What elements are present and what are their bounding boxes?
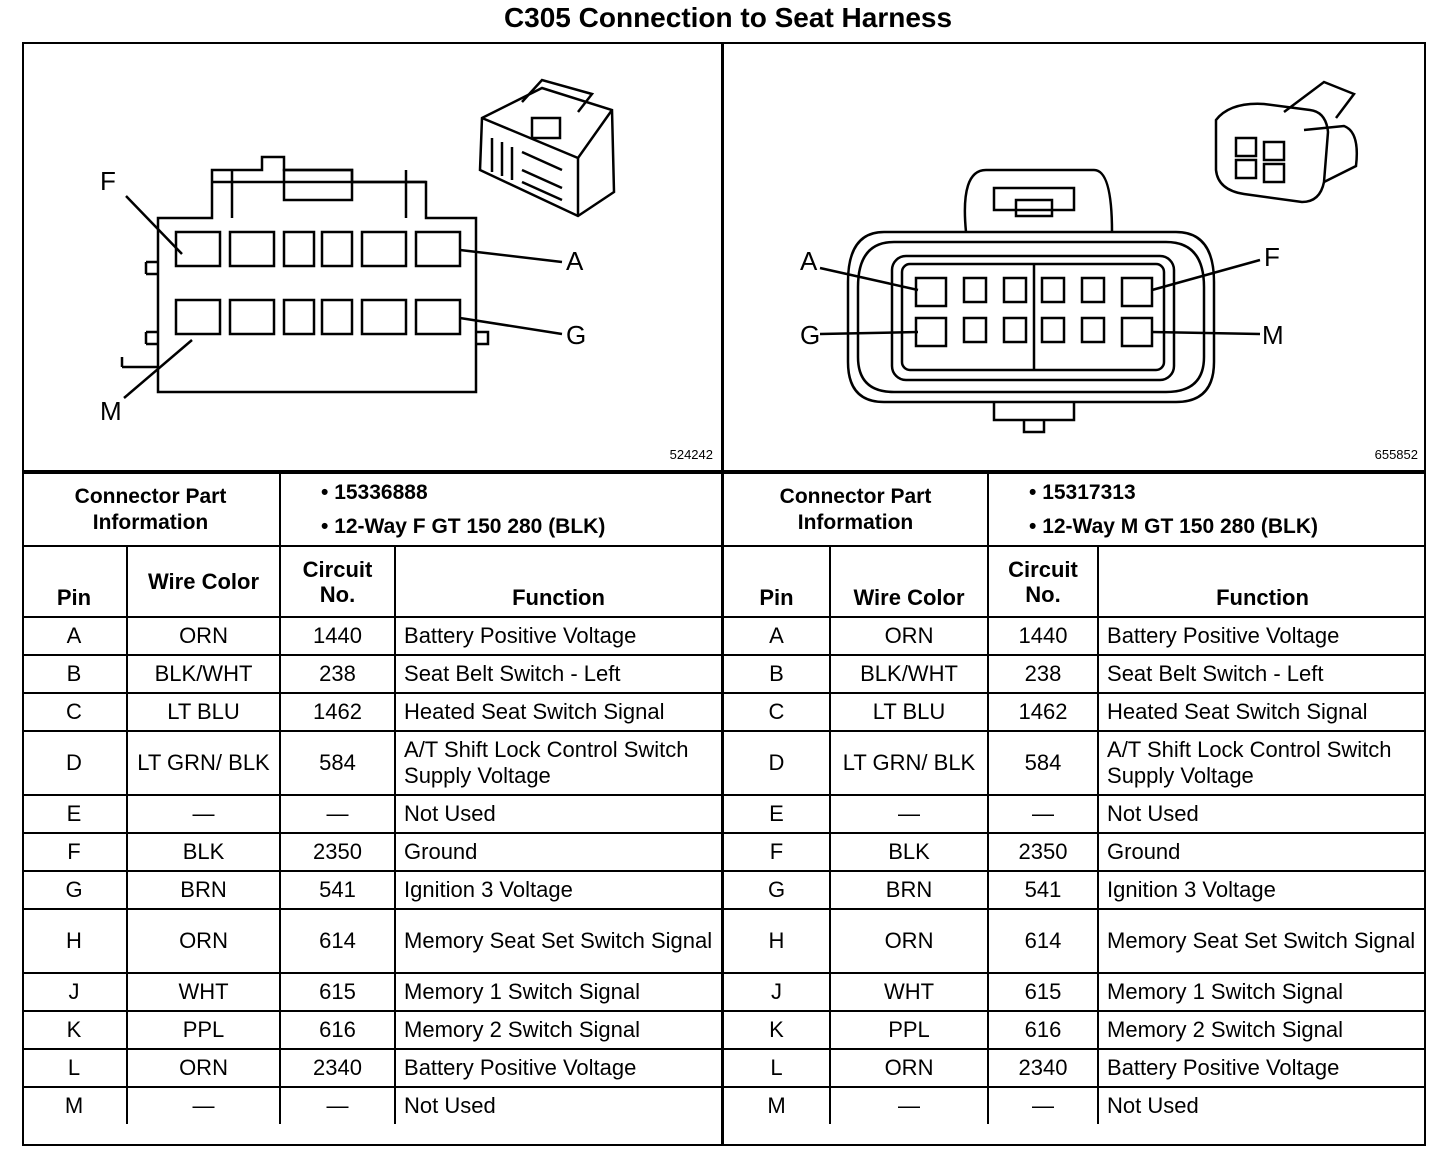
function-cell: Not Used (1098, 1087, 1426, 1124)
circuit-cell: 2340 (280, 1049, 395, 1087)
wire-color-cell: LT BLU (830, 693, 988, 731)
function-cell: Battery Positive Voltage (395, 617, 721, 655)
header-pin: Pin (724, 546, 830, 617)
wire-color-cell: ORN (830, 909, 988, 973)
wire-color-cell: WHT (830, 973, 988, 1011)
pin-cell: A (724, 617, 830, 655)
pin-cell: H (724, 909, 830, 973)
circuit-cell: 1440 (280, 617, 395, 655)
function-cell: Seat Belt Switch - Left (395, 655, 721, 693)
header-wire-color: Wire Color (830, 546, 988, 617)
circuit-cell: 541 (280, 871, 395, 909)
pin-cell: M (724, 1087, 830, 1124)
wire-color-cell: LT GRN/ BLK (830, 731, 988, 795)
circuit-cell: — (280, 795, 395, 833)
function-cell: Battery Positive Voltage (1098, 1049, 1426, 1087)
circuit-cell: 616 (988, 1011, 1098, 1049)
wire-color-cell: LT BLU (127, 693, 280, 731)
header-circuit-no: Circuit No. (988, 546, 1098, 617)
function-cell: Battery Positive Voltage (1098, 617, 1426, 655)
function-cell: Not Used (395, 795, 721, 833)
pin-cell: J (22, 973, 127, 1011)
header-function: Function (395, 546, 721, 617)
function-cell: Memory 1 Switch Signal (1098, 973, 1426, 1011)
function-cell: Seat Belt Switch - Left (1098, 655, 1426, 693)
pin-cell: D (724, 731, 830, 795)
part-number: 15336888 (334, 480, 428, 504)
function-cell: A/T Shift Lock Control Switch Supply Voltage (395, 731, 721, 795)
pin-cell: J (724, 973, 830, 1011)
circuit-cell: — (988, 1087, 1098, 1124)
label-F: F (1264, 242, 1280, 272)
outer-frame (22, 42, 1426, 1146)
header-wire-color: Wire Color (127, 546, 280, 617)
pin-cell: K (724, 1011, 830, 1049)
circuit-cell: 2350 (988, 833, 1098, 871)
pin-cell: H (22, 909, 127, 973)
circuit-cell: 584 (988, 731, 1098, 795)
pin-cell: B (22, 655, 127, 693)
label-F: F (100, 166, 116, 196)
circuit-cell: 2350 (280, 833, 395, 871)
function-cell: Ground (1098, 833, 1426, 871)
wire-color-cell: — (830, 795, 988, 833)
function-cell: A/T Shift Lock Control Switch Supply Voltage (1098, 731, 1426, 795)
circuit-cell: 541 (988, 871, 1098, 909)
wire-color-cell: LT GRN/ BLK (127, 731, 280, 795)
label-A: A (566, 246, 584, 276)
circuit-cell: 1462 (988, 693, 1098, 731)
function-cell: Not Used (1098, 795, 1426, 833)
wire-color-cell: ORN (127, 1049, 280, 1087)
function-cell: Heated Seat Switch Signal (395, 693, 721, 731)
wire-color-cell: ORN (830, 1049, 988, 1087)
connector-info-label: Connector Part Information (724, 473, 988, 546)
function-cell: Memory Seat Set Switch Signal (1098, 909, 1426, 973)
label-G: G (800, 320, 821, 350)
part-description: 12-Way F GT 150 280 (BLK) (334, 514, 606, 538)
circuit-cell: 238 (280, 655, 395, 693)
circuit-cell: — (280, 1087, 395, 1124)
drawing-number: 655852 (1374, 447, 1418, 462)
wire-color-cell: BLK/WHT (830, 655, 988, 693)
function-cell: Memory 2 Switch Signal (1098, 1011, 1426, 1049)
function-cell: Heated Seat Switch Signal (1098, 693, 1426, 731)
function-cell: Ground (395, 833, 721, 871)
header-pin: Pin (22, 546, 127, 617)
wire-color-cell: PPL (127, 1011, 280, 1049)
header-function: Function (1098, 546, 1426, 617)
pin-cell: A (22, 617, 127, 655)
header-circuit-no: Circuit No. (280, 546, 395, 617)
wire-color-cell: BLK (127, 833, 280, 871)
pin-cell: D (22, 731, 127, 795)
part-number: 15317313 (1042, 480, 1136, 504)
circuit-cell: 614 (280, 909, 395, 973)
pin-cell: M (22, 1087, 127, 1124)
wire-color-cell: BRN (127, 871, 280, 909)
connector-part-details: • 15317313 • 12-Way M GT 150 280 (BLK) (988, 473, 1426, 546)
circuit-cell: 2340 (988, 1049, 1098, 1087)
pin-cell: L (22, 1049, 127, 1087)
function-cell: Memory Seat Set Switch Signal (395, 909, 721, 973)
label-M: M (100, 396, 122, 426)
circuit-cell: 614 (988, 909, 1098, 973)
function-cell: Ignition 3 Voltage (395, 871, 721, 909)
circuit-cell: 1440 (988, 617, 1098, 655)
function-cell: Memory 1 Switch Signal (395, 973, 721, 1011)
circuit-cell: 616 (280, 1011, 395, 1049)
connector-info-label: Connector Part Information (22, 473, 280, 546)
wire-color-cell: — (127, 1087, 280, 1124)
label-G: G (566, 320, 587, 350)
pin-cell: E (724, 795, 830, 833)
pin-cell: F (22, 833, 127, 871)
wire-color-cell: ORN (830, 617, 988, 655)
pin-cell: E (22, 795, 127, 833)
pin-cell: L (724, 1049, 830, 1087)
pin-cell: F (724, 833, 830, 871)
wire-color-cell: BLK (830, 833, 988, 871)
wire-color-cell: ORN (127, 617, 280, 655)
circuit-cell: 615 (280, 973, 395, 1011)
pin-cell: C (22, 693, 127, 731)
function-cell: Not Used (395, 1087, 721, 1124)
pin-cell: C (724, 693, 830, 731)
wire-color-cell: WHT (127, 973, 280, 1011)
wire-color-cell: — (830, 1087, 988, 1124)
circuit-cell: 584 (280, 731, 395, 795)
circuit-cell: 238 (988, 655, 1098, 693)
wire-color-cell: PPL (830, 1011, 988, 1049)
wire-color-cell: — (127, 795, 280, 833)
label-M: M (1262, 320, 1284, 350)
pin-cell: B (724, 655, 830, 693)
drawing-number: 524242 (669, 447, 713, 462)
circuit-cell: 1462 (280, 693, 395, 731)
pin-cell: K (22, 1011, 127, 1049)
label-A: A (800, 246, 818, 276)
wire-color-cell: BLK/WHT (127, 655, 280, 693)
pin-cell: G (22, 871, 127, 909)
function-cell: Battery Positive Voltage (395, 1049, 721, 1087)
connector-part-details: • 15336888 • 12-Way F GT 150 280 (BLK) (280, 473, 721, 546)
circuit-cell: — (988, 795, 1098, 833)
function-cell: Memory 2 Switch Signal (395, 1011, 721, 1049)
wire-color-cell: ORN (127, 909, 280, 973)
page-title: C305 Connection to Seat Harness (503, 2, 953, 33)
wire-color-cell: BRN (830, 871, 988, 909)
function-cell: Ignition 3 Voltage (1098, 871, 1426, 909)
circuit-cell: 615 (988, 973, 1098, 1011)
part-description: 12-Way M GT 150 280 (BLK) (1042, 514, 1319, 538)
pin-cell: G (724, 871, 830, 909)
